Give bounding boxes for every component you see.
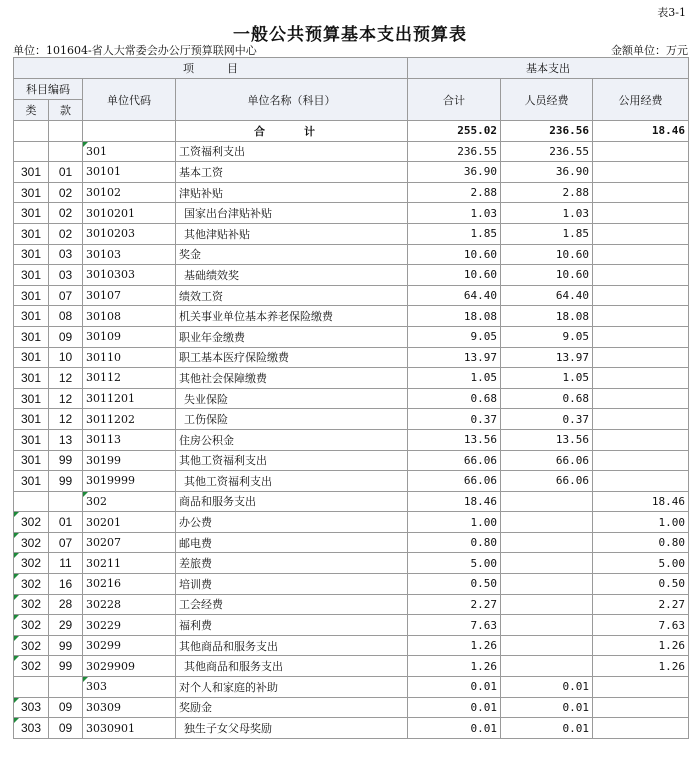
row-lei: 303 <box>14 718 49 739</box>
row-unit-code: 30229 <box>83 615 176 636</box>
header-total: 合计 <box>408 79 501 121</box>
row-personnel: 66.06 <box>501 450 593 471</box>
row-kuan <box>49 491 83 512</box>
row-personnel: 0.37 <box>501 409 593 430</box>
row-kuan <box>49 141 83 162</box>
row-kuan: 07 <box>49 285 83 306</box>
table-row <box>14 532 689 553</box>
row-unit-code: 30108 <box>83 306 176 327</box>
header-personnel: 人员经费 <box>501 79 593 121</box>
row-unit-code: 3030901 <box>83 718 176 739</box>
amount-unit: 金额单位：万元 <box>611 44 688 57</box>
row-unit-code: 3010201 <box>83 203 176 224</box>
table-row <box>14 244 689 265</box>
header-lei: 类 <box>14 100 49 121</box>
table-row <box>14 512 689 533</box>
row-total: 0.37 <box>408 409 501 430</box>
row-personnel: 13.97 <box>501 347 593 368</box>
row-lei: 301 <box>14 223 49 244</box>
row-kuan: 09 <box>49 326 83 347</box>
table-row <box>14 285 689 306</box>
row-total: 9.05 <box>408 326 501 347</box>
row-total: 1.00 <box>408 512 501 533</box>
row-public <box>593 182 689 203</box>
row-lei: 302 <box>14 553 49 574</box>
row-unit-code: 30103 <box>83 244 176 265</box>
row-total: 2.27 <box>408 594 501 615</box>
row-public: 0.80 <box>593 532 689 553</box>
row-kuan: 12 <box>49 409 83 430</box>
row-public <box>593 368 689 389</box>
row-name: 工伤保险 <box>176 409 408 430</box>
row-total: 66.06 <box>408 471 501 492</box>
row-kuan: 01 <box>49 162 83 183</box>
row-lei: 302 <box>14 615 49 636</box>
row-kuan: 02 <box>49 203 83 224</box>
row-public: 2.27 <box>593 594 689 615</box>
total-label: 合 计 <box>176 121 408 142</box>
row-kuan: 99 <box>49 471 83 492</box>
row-unit-code: 30109 <box>83 326 176 347</box>
row-unit-code: 30299 <box>83 635 176 656</box>
table-row <box>14 368 689 389</box>
row-lei: 303 <box>14 697 49 718</box>
row-public: 0.50 <box>593 574 689 595</box>
row-total: 13.56 <box>408 429 501 450</box>
row-unit-code: 3010303 <box>83 265 176 286</box>
row-name: 其他社会保障缴费 <box>176 368 408 389</box>
row-kuan: 12 <box>49 388 83 409</box>
table-row <box>14 223 689 244</box>
row-public: 5.00 <box>593 553 689 574</box>
row-total: 1.26 <box>408 656 501 677</box>
row-kuan: 12 <box>49 368 83 389</box>
row-total: 0.50 <box>408 574 501 595</box>
row-name: 邮电费 <box>176 532 408 553</box>
row-unit-code: 303 <box>83 677 176 698</box>
row-unit-code: 30228 <box>83 594 176 615</box>
row-name: 机关事业单位基本养老保险缴费 <box>176 306 408 327</box>
row-personnel <box>501 615 593 636</box>
row-total: 18.46 <box>408 491 501 512</box>
row-name: 培训费 <box>176 574 408 595</box>
row-personnel <box>501 553 593 574</box>
row-name: 商品和服务支出 <box>176 491 408 512</box>
row-lei <box>14 141 49 162</box>
row-name: 职业年金缴费 <box>176 326 408 347</box>
row-lei: 302 <box>14 656 49 677</box>
row-personnel <box>501 574 593 595</box>
row-name: 奖励金 <box>176 697 408 718</box>
row-public <box>593 697 689 718</box>
row-personnel: 0.01 <box>501 697 593 718</box>
row-name: 其他商品和服务支出 <box>176 635 408 656</box>
row-lei: 301 <box>14 285 49 306</box>
row-total: 18.08 <box>408 306 501 327</box>
row-public <box>593 471 689 492</box>
row-unit-code: 30113 <box>83 429 176 450</box>
row-personnel <box>501 594 593 615</box>
row-lei: 302 <box>14 574 49 595</box>
row-personnel <box>501 512 593 533</box>
total-sum: 255.02 <box>408 121 501 142</box>
row-kuan: 08 <box>49 306 83 327</box>
budget-table <box>13 57 689 739</box>
row-unit-code: 3011202 <box>83 409 176 430</box>
table-row <box>14 677 689 698</box>
row-total: 5.00 <box>408 553 501 574</box>
row-name: 职工基本医疗保险缴费 <box>176 347 408 368</box>
row-name: 绩效工资 <box>176 285 408 306</box>
row-personnel: 0.01 <box>501 718 593 739</box>
row-unit-code: 30101 <box>83 162 176 183</box>
table-row <box>14 409 689 430</box>
row-total: 0.01 <box>408 677 501 698</box>
row-public <box>593 388 689 409</box>
row-personnel: 13.56 <box>501 429 593 450</box>
row-lei: 301 <box>14 471 49 492</box>
row-lei: 302 <box>14 512 49 533</box>
row-kuan: 16 <box>49 574 83 595</box>
row-unit-code: 30201 <box>83 512 176 533</box>
row-total: 36.90 <box>408 162 501 183</box>
row-unit-code: 30211 <box>83 553 176 574</box>
row-kuan: 28 <box>49 594 83 615</box>
table-row <box>14 347 689 368</box>
row-public <box>593 265 689 286</box>
header-public: 公用经费 <box>593 79 689 121</box>
row-lei: 301 <box>14 244 49 265</box>
header-unit-name: 单位名称（科目） <box>176 79 408 121</box>
table-row <box>14 450 689 471</box>
row-personnel: 10.60 <box>501 265 593 286</box>
row-name: 奖金 <box>176 244 408 265</box>
row-kuan: 02 <box>49 223 83 244</box>
row-lei <box>14 491 49 512</box>
total-row <box>14 121 689 142</box>
row-total: 1.05 <box>408 368 501 389</box>
row-lei: 301 <box>14 203 49 224</box>
row-public <box>593 244 689 265</box>
row-name: 住房公积金 <box>176 429 408 450</box>
row-personnel: 64.40 <box>501 285 593 306</box>
row-kuan: 99 <box>49 656 83 677</box>
row-lei: 301 <box>14 388 49 409</box>
row-unit-code: 3029909 <box>83 656 176 677</box>
table-row <box>14 656 689 677</box>
row-lei: 301 <box>14 347 49 368</box>
table-row <box>14 615 689 636</box>
row-public <box>593 223 689 244</box>
table-row <box>14 306 689 327</box>
row-personnel: 0.68 <box>501 388 593 409</box>
table-row <box>14 182 689 203</box>
row-total: 1.85 <box>408 223 501 244</box>
table-row <box>14 471 689 492</box>
row-personnel: 1.03 <box>501 203 593 224</box>
row-unit-code: 3019999 <box>83 471 176 492</box>
row-personnel: 36.90 <box>501 162 593 183</box>
row-unit-code: 30102 <box>83 182 176 203</box>
row-lei: 301 <box>14 162 49 183</box>
row-total: 1.26 <box>408 635 501 656</box>
table-row <box>14 635 689 656</box>
row-personnel: 18.08 <box>501 306 593 327</box>
row-unit-code: 301 <box>83 141 176 162</box>
table-row <box>14 203 689 224</box>
row-unit-code: 30112 <box>83 368 176 389</box>
table-row <box>14 553 689 574</box>
row-name: 差旅费 <box>176 553 408 574</box>
row-name: 其他商品和服务支出 <box>176 656 408 677</box>
table-row <box>14 491 689 512</box>
row-kuan: 09 <box>49 697 83 718</box>
row-public: 1.00 <box>593 512 689 533</box>
row-total: 10.60 <box>408 265 501 286</box>
row-personnel <box>501 532 593 553</box>
row-name: 独生子女父母奖励 <box>176 718 408 739</box>
row-lei: 301 <box>14 450 49 471</box>
row-kuan: 03 <box>49 265 83 286</box>
row-kuan: 99 <box>49 450 83 471</box>
table-row <box>14 326 689 347</box>
row-kuan <box>49 677 83 698</box>
row-personnel: 2.88 <box>501 182 593 203</box>
row-public <box>593 306 689 327</box>
row-personnel: 0.01 <box>501 677 593 698</box>
row-name: 国家出台津贴补贴 <box>176 203 408 224</box>
header-item: 项 目 <box>14 58 408 79</box>
row-total: 13.97 <box>408 347 501 368</box>
row-public <box>593 718 689 739</box>
row-name: 基础绩效奖 <box>176 265 408 286</box>
header-kuan: 款 <box>49 100 83 121</box>
row-unit-code: 30216 <box>83 574 176 595</box>
row-total: 0.80 <box>408 532 501 553</box>
table-row <box>14 265 689 286</box>
row-kuan: 09 <box>49 718 83 739</box>
row-kuan: 01 <box>49 512 83 533</box>
row-total: 1.03 <box>408 203 501 224</box>
row-public <box>593 285 689 306</box>
row-total: 66.06 <box>408 450 501 471</box>
row-kuan: 99 <box>49 635 83 656</box>
row-personnel: 9.05 <box>501 326 593 347</box>
row-total: 2.88 <box>408 182 501 203</box>
row-unit-code: 30199 <box>83 450 176 471</box>
row-public <box>593 677 689 698</box>
row-lei: 302 <box>14 594 49 615</box>
row-name: 其他工资福利支出 <box>176 450 408 471</box>
row-total: 7.63 <box>408 615 501 636</box>
row-name: 工会经费 <box>176 594 408 615</box>
row-name: 对个人和家庭的补助 <box>176 677 408 698</box>
row-lei <box>14 677 49 698</box>
row-lei: 301 <box>14 265 49 286</box>
table-row <box>14 697 689 718</box>
row-kuan: 10 <box>49 347 83 368</box>
table-row <box>14 388 689 409</box>
row-total: 0.01 <box>408 697 501 718</box>
row-kuan: 07 <box>49 532 83 553</box>
row-lei: 301 <box>14 409 49 430</box>
row-public <box>593 203 689 224</box>
table-row <box>14 718 689 739</box>
row-lei: 301 <box>14 182 49 203</box>
row-public <box>593 162 689 183</box>
row-total: 236.55 <box>408 141 501 162</box>
page-title: 一般公共预算基本支出预算表 <box>233 25 467 45</box>
row-lei: 302 <box>14 635 49 656</box>
row-name: 津贴补贴 <box>176 182 408 203</box>
row-name: 福利费 <box>176 615 408 636</box>
row-unit-code: 3011201 <box>83 388 176 409</box>
row-public <box>593 450 689 471</box>
total-public: 18.46 <box>593 121 689 142</box>
table-row <box>14 429 689 450</box>
row-public <box>593 409 689 430</box>
header-subject-code: 科目编码 <box>14 79 83 100</box>
row-unit-code: 30207 <box>83 532 176 553</box>
row-name: 其他津贴补贴 <box>176 223 408 244</box>
table-row <box>14 162 689 183</box>
row-lei: 302 <box>14 532 49 553</box>
unit-label: 单位：101604-省人大常委会办公厅预算联网中心 <box>13 44 257 57</box>
row-public: 1.26 <box>593 656 689 677</box>
row-kuan: 13 <box>49 429 83 450</box>
row-kuan: 02 <box>49 182 83 203</box>
table-row <box>14 594 689 615</box>
total-personnel: 236.56 <box>501 121 593 142</box>
row-name: 其他工资福利支出 <box>176 471 408 492</box>
row-lei: 301 <box>14 368 49 389</box>
table-row <box>14 141 689 162</box>
row-personnel: 1.85 <box>501 223 593 244</box>
row-name: 工资福利支出 <box>176 141 408 162</box>
row-public <box>593 326 689 347</box>
row-unit-code: 30107 <box>83 285 176 306</box>
row-personnel: 66.06 <box>501 471 593 492</box>
row-total: 0.68 <box>408 388 501 409</box>
header-basic: 基本支出 <box>408 58 689 79</box>
row-lei: 301 <box>14 306 49 327</box>
row-public <box>593 141 689 162</box>
row-public: 7.63 <box>593 615 689 636</box>
row-public: 1.26 <box>593 635 689 656</box>
row-name: 基本工资 <box>176 162 408 183</box>
table-number: 表3-1 <box>657 6 686 19</box>
row-personnel: 10.60 <box>501 244 593 265</box>
table-row <box>14 574 689 595</box>
row-total: 0.01 <box>408 718 501 739</box>
row-lei: 301 <box>14 326 49 347</box>
row-name: 办公费 <box>176 512 408 533</box>
row-kuan: 03 <box>49 244 83 265</box>
header-unit-code: 单位代码 <box>83 79 176 121</box>
row-unit-code: 30309 <box>83 697 176 718</box>
row-kuan: 29 <box>49 615 83 636</box>
row-personnel <box>501 656 593 677</box>
row-total: 64.40 <box>408 285 501 306</box>
row-unit-code: 302 <box>83 491 176 512</box>
row-lei: 301 <box>14 429 49 450</box>
row-unit-code: 3010203 <box>83 223 176 244</box>
row-public <box>593 429 689 450</box>
row-name: 失业保险 <box>176 388 408 409</box>
row-personnel <box>501 635 593 656</box>
row-unit-code: 30110 <box>83 347 176 368</box>
row-personnel: 236.55 <box>501 141 593 162</box>
row-public: 18.46 <box>593 491 689 512</box>
row-personnel <box>501 491 593 512</box>
row-public <box>593 347 689 368</box>
row-personnel: 1.05 <box>501 368 593 389</box>
row-kuan: 11 <box>49 553 83 574</box>
row-total: 10.60 <box>408 244 501 265</box>
